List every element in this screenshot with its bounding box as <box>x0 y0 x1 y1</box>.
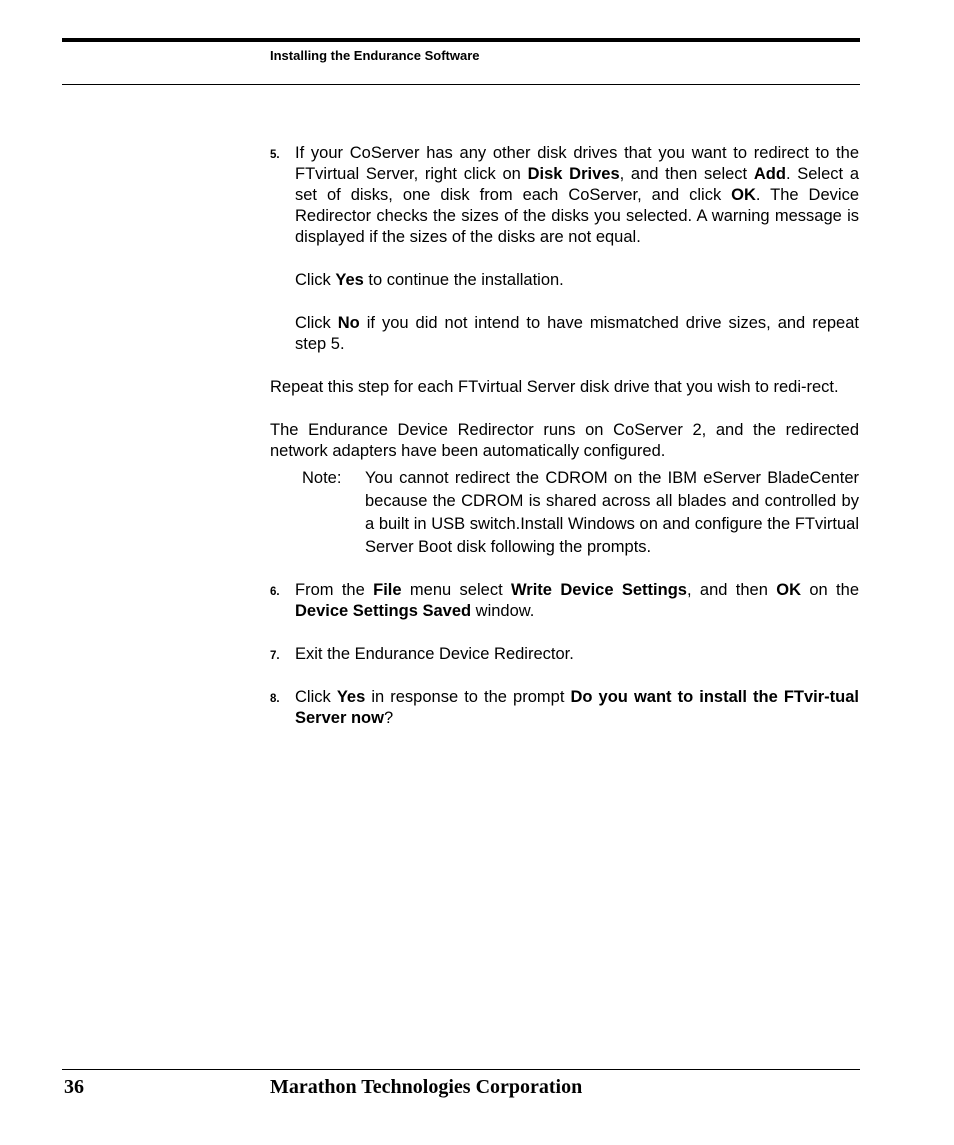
yes-term: Yes <box>335 271 364 289</box>
ok-term: OK <box>776 581 801 599</box>
step-7-text: Exit the Endurance Device Redirector. <box>295 645 574 663</box>
running-header-title: Installing the Endurance Software <box>270 48 480 63</box>
disk-drives-term: Disk Drives <box>527 165 620 183</box>
redirector-paragraph: The Endurance Device Redirector runs on CoServer 2, and the redirected network adapters have been automatically configured. <box>270 421 859 460</box>
step-number: 5. <box>270 149 280 161</box>
footer-corporation: Marathon Technologies Corporation <box>270 1076 583 1098</box>
repeat-paragraph: Repeat this step for each FTvirtual Server disk drive that you wish to redi-rect. <box>270 378 839 396</box>
page-body <box>270 143 859 729</box>
footer-rule <box>62 1069 860 1070</box>
step-7 <box>270 644 859 665</box>
step-5 <box>270 143 859 355</box>
no-term: No <box>337 314 360 332</box>
file-term: File <box>373 581 402 599</box>
step-8-text: Click Yes in response to the prompt Do you want to install the FTvir-tual Server now? <box>295 688 859 727</box>
step-6 <box>270 580 859 622</box>
step-8 <box>270 687 859 729</box>
note-text: You cannot redirect the CDROM on the IBM eServer BladeCenter because the CDROM is shared across all blades and controlled by a built in USB switch.Install Windows on and configure the FTvirtual Server Boot disk following the prompts. <box>365 469 859 556</box>
header-rule-thick <box>62 38 860 42</box>
step-number: 6. <box>270 586 280 598</box>
step-number: 7. <box>270 650 280 662</box>
yes-term: Yes <box>336 688 366 706</box>
step-5-no-text: Click No if you did not intend to have mismatched drive sizes, and repeat step 5. <box>295 314 859 353</box>
step-number: 8. <box>270 693 280 705</box>
page-number: 36 <box>64 1076 84 1098</box>
ok-term: OK <box>731 186 756 204</box>
step-5-yes-text: Click Yes to continue the installation. <box>295 271 564 289</box>
header-rule-thin <box>62 84 860 85</box>
note-label: Note: <box>302 469 342 487</box>
add-term: Add <box>753 165 786 183</box>
install-prompt-term: Do you want to install the FTvir-tual Server now <box>295 688 859 727</box>
note-block <box>302 467 859 559</box>
step-5-text: If your CoServer has any other disk drives that you want to redirect to the FTvirtual Server, right click on Disk Drives, and then select Add. Select a set of disks, one disk from each CoServer, and click OK. The Device Redirector checks the sizes of the disks you selected. A warning message is displayed if the sizes of the disks are not equal. <box>295 144 860 246</box>
step-6-text: From the File menu select Write Device Settings, and then OK on the Device Settings Saved window. <box>295 581 859 620</box>
write-device-settings-term: Write Device Settings <box>511 581 687 599</box>
device-settings-saved-term: Device Settings Saved <box>295 602 472 620</box>
